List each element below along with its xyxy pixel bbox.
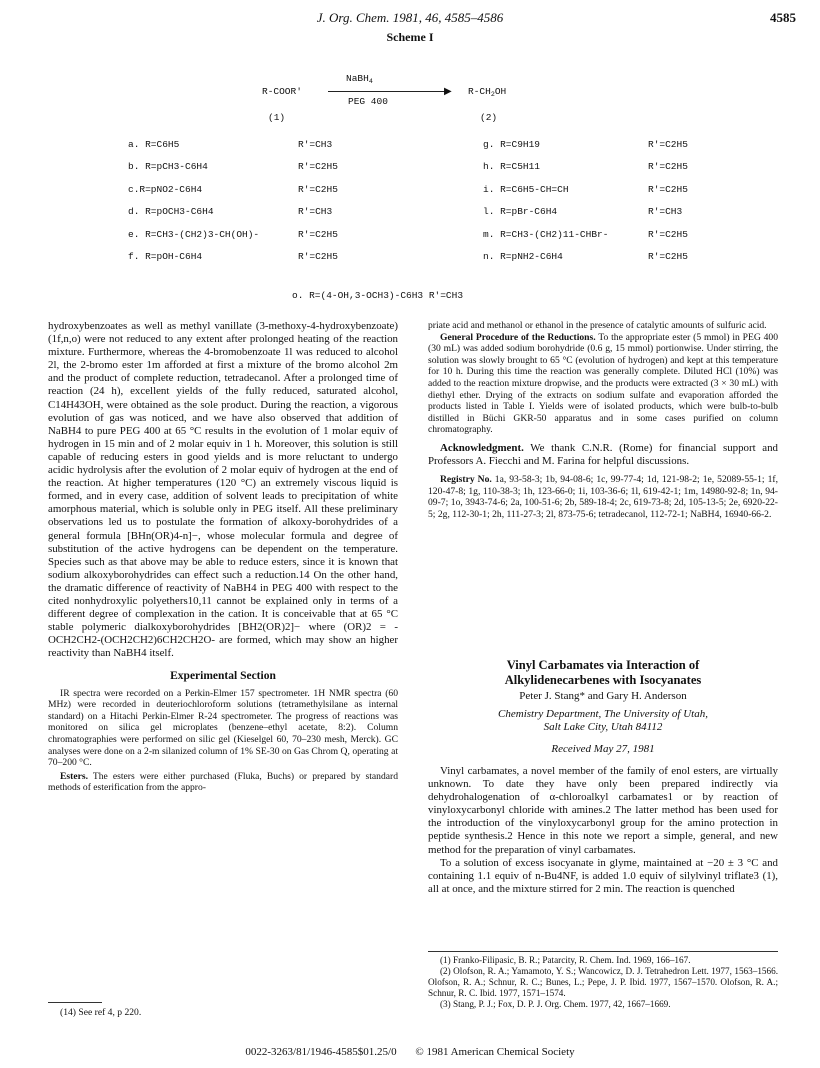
- esters-paragraph: Esters. The esters were either purchased (Fluka, Buchs) or prepared by standard methods of esterification from the appro-: [48, 770, 398, 794]
- scheme-entry: d. R=pOCH3-C6H4: [128, 206, 214, 218]
- procedure-paragraph: General Procedure of the Reductions. To the appropriate ester (5 mmol) in PEG 400 (30 mL) was added sodium borohydride (0.6 g, 15 mmol) portionwise. Under stirring, the solution was slowly brought to 65 °C (evolution of hydrogen) and kept at this temperature for 10 h. During this time the reaction was generally complete. Diluted HCl (10%) was added to the reaction mixture dropwise, and the products were extracted (3 × 30 mL) with diethyl ether. Drying of the extracts on sodium sulfate and evaporation afforded the products listed in Table I. Yields were of isolated products, which were bulb-to-bulb distilled in Büchi GKR-50 apparatus and in some cases purified on column chromatography.: [428, 331, 778, 436]
- article-body: [428, 765, 778, 896]
- scheme-entry: g. R=C9H19: [483, 139, 541, 150]
- running-header: J. Org. Chem. 1981, 46, 4585–4586: [316, 10, 504, 25]
- authors: Peter J. Stang* and Gary H. Anderson: [519, 690, 687, 702]
- article-title: Vinyl Carbamates via Interaction of Alkylidenecarbenes with Isocyanates: [504, 658, 702, 687]
- page-number: 4585: [770, 10, 796, 25]
- section-heading: Experimental Section: [170, 670, 276, 683]
- scheme-entry: i. R=C6H5-CH=CH: [483, 183, 569, 195]
- footnote-rule: [48, 1002, 102, 1003]
- scheme-entries-left-rprime: [298, 134, 338, 268]
- affiliation: Chemistry Department, The University of Utah, Salt Lake City, Utah 84112: [498, 708, 708, 733]
- scheme-entry: R'=CH3: [648, 206, 683, 218]
- label-reactant: (1): [268, 112, 286, 123]
- scheme-entries-right: [483, 134, 608, 268]
- scheme-entry: R'=CH3: [298, 206, 333, 218]
- body-paragraph: To a solution of excess isocyanate in glyme, maintained at −20 ± 3 °C and containing 1.1 equiv of n-Bu4NF, is added 1.0 equiv of silylvinyl triflate3 (1), all at once, and the mixture stirred for 2 min. The reaction is quenched: [428, 856, 778, 895]
- arrow-head-icon: ▶: [444, 86, 452, 97]
- scheme-entry: R'=C2H5: [648, 228, 688, 240]
- footnote: (3) Stang, P. J.; Fox, D. P. J. Org. Chem. 1977, 42, 1667–1669.: [440, 998, 671, 1009]
- registry-numbers: Registry No. 1a, 93-58-3; 1b, 94-08-6; 1c, 99-77-4; 1d, 121-98-2; 1e, 52089-55-1; 1f, 120-47-8; 1g, 110-38-3; 1h, 123-66-0; 1i, 103-36-6; 1l, 619-42-1; 1m, 14980-92-8; 1n, 94-09-7; 1o, 3943-74-6; 2a, 100-51-6; 2b, 589-18-4; 2c, 619-73-8; 2d, 105-13-5; 2e, 6920-22-5; 2g, 112-30-1; 2h, 111-27-3; 2l, 873-75-6; tetradecanol, 112-72-1; NaBH4, 16940-66-2.: [428, 474, 778, 520]
- scheme-entries-left: [128, 134, 259, 268]
- footer-code: 0022-3263/81/1946-4585$01.25/0: [245, 1046, 397, 1058]
- scheme-entry: R'=C2H5: [648, 251, 688, 263]
- scheme-entry: n. R=pNH2-C6H4: [483, 251, 563, 263]
- scheme-entry-last: o. R=(4-OH,3-OCH3)-C6H3 R'=CH3: [292, 290, 464, 301]
- reaction-arrow: [328, 91, 448, 92]
- footer-copyright: © 1981 American Chemical Society: [415, 1046, 575, 1058]
- scheme-entry: h. R=C5H11: [483, 161, 541, 173]
- reactant-formula: R-COOR': [262, 86, 302, 97]
- scheme-entry: R'=C2H5: [298, 161, 338, 173]
- scheme-entry: R'=C2H5: [298, 251, 338, 263]
- scheme-entry: c.R=pNO2-C6H4: [128, 183, 203, 195]
- scheme-entry: m. R=CH3-(CH2)11-CHBr-: [483, 228, 609, 240]
- scheme-entry: a. R=C6H5: [128, 139, 180, 150]
- received-date: Received May 27, 1981: [551, 743, 655, 755]
- scheme-entry: R'=C2H5: [648, 161, 688, 173]
- body-paragraph: priate acid and methanol or ethanol in the presence of catalytic amounts of sulfuric acid.: [428, 320, 767, 331]
- footnote: (14) See ref 4, p 220.: [60, 1007, 142, 1018]
- body-paragraph: hydroxybenzoates as well as methyl vanillate (3-methoxy-4-hydroxybenzoate) (1f,n,o) were not reduced to any extent after prolonged heating of the reaction mixture. Furthermore, whereas the 4-bromobenzoate 1l was reduced to alcohol 2l, the 2-bromo ester 1m afforded at first a mixture of the bromo alcohol 2m and the product of complete reduction, tetradecanol. After a prolonged time of reaction (24 h), excellent yields of the fully reduced, saturated alcohol, C14H43OH, were obtained as the sole product. During the reaction, a vigorous evolution of gas was noticed, and we have also observed that addition of NaBH4 to pure PEG 400 at 65 °C results in the evolution of 1 molar equiv of hydrogen in 15 min and of 2 molar equiv in 1 h. Moreover, this solution is still capable of reducing esters in good yields and is more reluctant to undergo acidic hydrolysis after the evolution of 2 molar equiv of hydrogen at the end of the reaction. At higher temperatures (120 °C) an extremely viscous liquid is formed, and in every case, addition of solvent leads to precipitation of white amorphous material, which is soluble only in PEG itself. All these preliminary observations led us to postulate the formation of alkoxy-borohydrides of a general formula [BHn(OR)4-n]−, whose molecular formula and degree of substitution of the active hydrogens can be dependent on the temperature. Species such as that above may be able to reduce esters, since it is known that sodium alkoxyborohydrides can effect such a reduction.14 On the other hand, the dramatic difference of reactivity of NaBH4 in PEG 400 with respect to the cited nonhydroxylic polyethers10,11 cannot be explained only in terms of a different degree of complexation in the cation. It is conceivable that at 65 °C stable polymeric dialkoxyborohydrides [BH2(OR)2]− where (OR)2 = -OCH2CH2-(OCH2CH2)6CH2CH2O- are formed, which may show an higher reactivity than NaBH4 itself.: [48, 320, 398, 660]
- left-column: [48, 320, 398, 794]
- reagent-top: NaBH$_4$: [346, 73, 373, 85]
- scheme-entry: f. R=pOH-C6H4: [128, 251, 203, 263]
- scheme-entry: R'=CH3: [298, 139, 333, 150]
- scheme-entry: e. R=CH3-(CH2)3-CH(OH)-: [128, 228, 260, 240]
- scheme-entry: b. R=pCH3-C6H4: [128, 161, 208, 173]
- acknowledgment: Acknowledgment. We thank C.N.R. (Rome) for financial support and Professors A. Fiecchi and M. Farina for helpful discussions.: [428, 441, 778, 468]
- experimental-paragraph: IR spectra were recorded on a Perkin-Elmer 157 spectrometer. 1H NMR spectra (60 MHz) were recorded in deuteriochloroform solutions (tetramethylsilane as internal standard) on a Hitachi Perkin-Elmer R-24 spectrometer. The progress of reactions was monitored on silica gel microplates (benzene–ethyl acetate, 8:2). Column chromatographies were performed on silic gel (Kieselgel 60, 70–230 mesh, Merck). GC analyses were done on a 2-m silanized column of 1% SE-30 on Gas Chrom Q, operating at 70–200 °C.: [48, 687, 398, 769]
- scheme-title: Scheme I: [386, 30, 434, 44]
- footnote: (2) Olofson, R. A.; Yamamoto, Y. S.; Wancowicz, D. J. Tetrahedron Lett. 1977, 1563–1566. Olofson, R. A.; Schnur, R. C.; Bunes, L.; Pepe, J. P. Ibid. 1977, 1567–1570. Olofson, R. A.; Schnur, R. C. Ibid. 1977, 1571–1574.: [428, 965, 778, 998]
- label-product: (2): [480, 112, 498, 123]
- footnote: (1) Franko-Filipasic, B. R.; Patarcity, R. Chem. Ind. 1969, 166–167.: [440, 955, 691, 965]
- scheme-entry: R'=C2H5: [648, 139, 688, 150]
- page-footer: [0, 1046, 820, 1058]
- scheme-entry: R'=C2H5: [298, 183, 338, 195]
- scheme-entries-right-rprime: [648, 134, 688, 268]
- reagent-bottom: PEG 400: [348, 96, 388, 107]
- scheme-entry: l. R=pBr-C6H4: [483, 206, 558, 218]
- body-paragraph: Vinyl carbamates, a novel member of the family of enol esters, are virtually unknown. To date they have only been prepared indirectly via dehydrohalogenation of α-chloroalkyl carbamates1 or by reaction of vinyloxycarbonyl chloride with amines.2 The latter method has been used for the introduction of the vinyloxycarbonyl group for the amino protection in peptide synthesis.2 Hence in this note we report a simple, general, and new method for the preparation of vinyl carbamates.: [428, 765, 778, 856]
- scheme-entry: R'=C2H5: [648, 183, 688, 195]
- footnotes: [428, 955, 778, 1010]
- scheme-entry: R'=C2H5: [298, 228, 338, 240]
- product-formula: $R-CH_2OH$: [468, 86, 507, 98]
- footnote-rule: [428, 951, 778, 952]
- right-column: [428, 320, 778, 521]
